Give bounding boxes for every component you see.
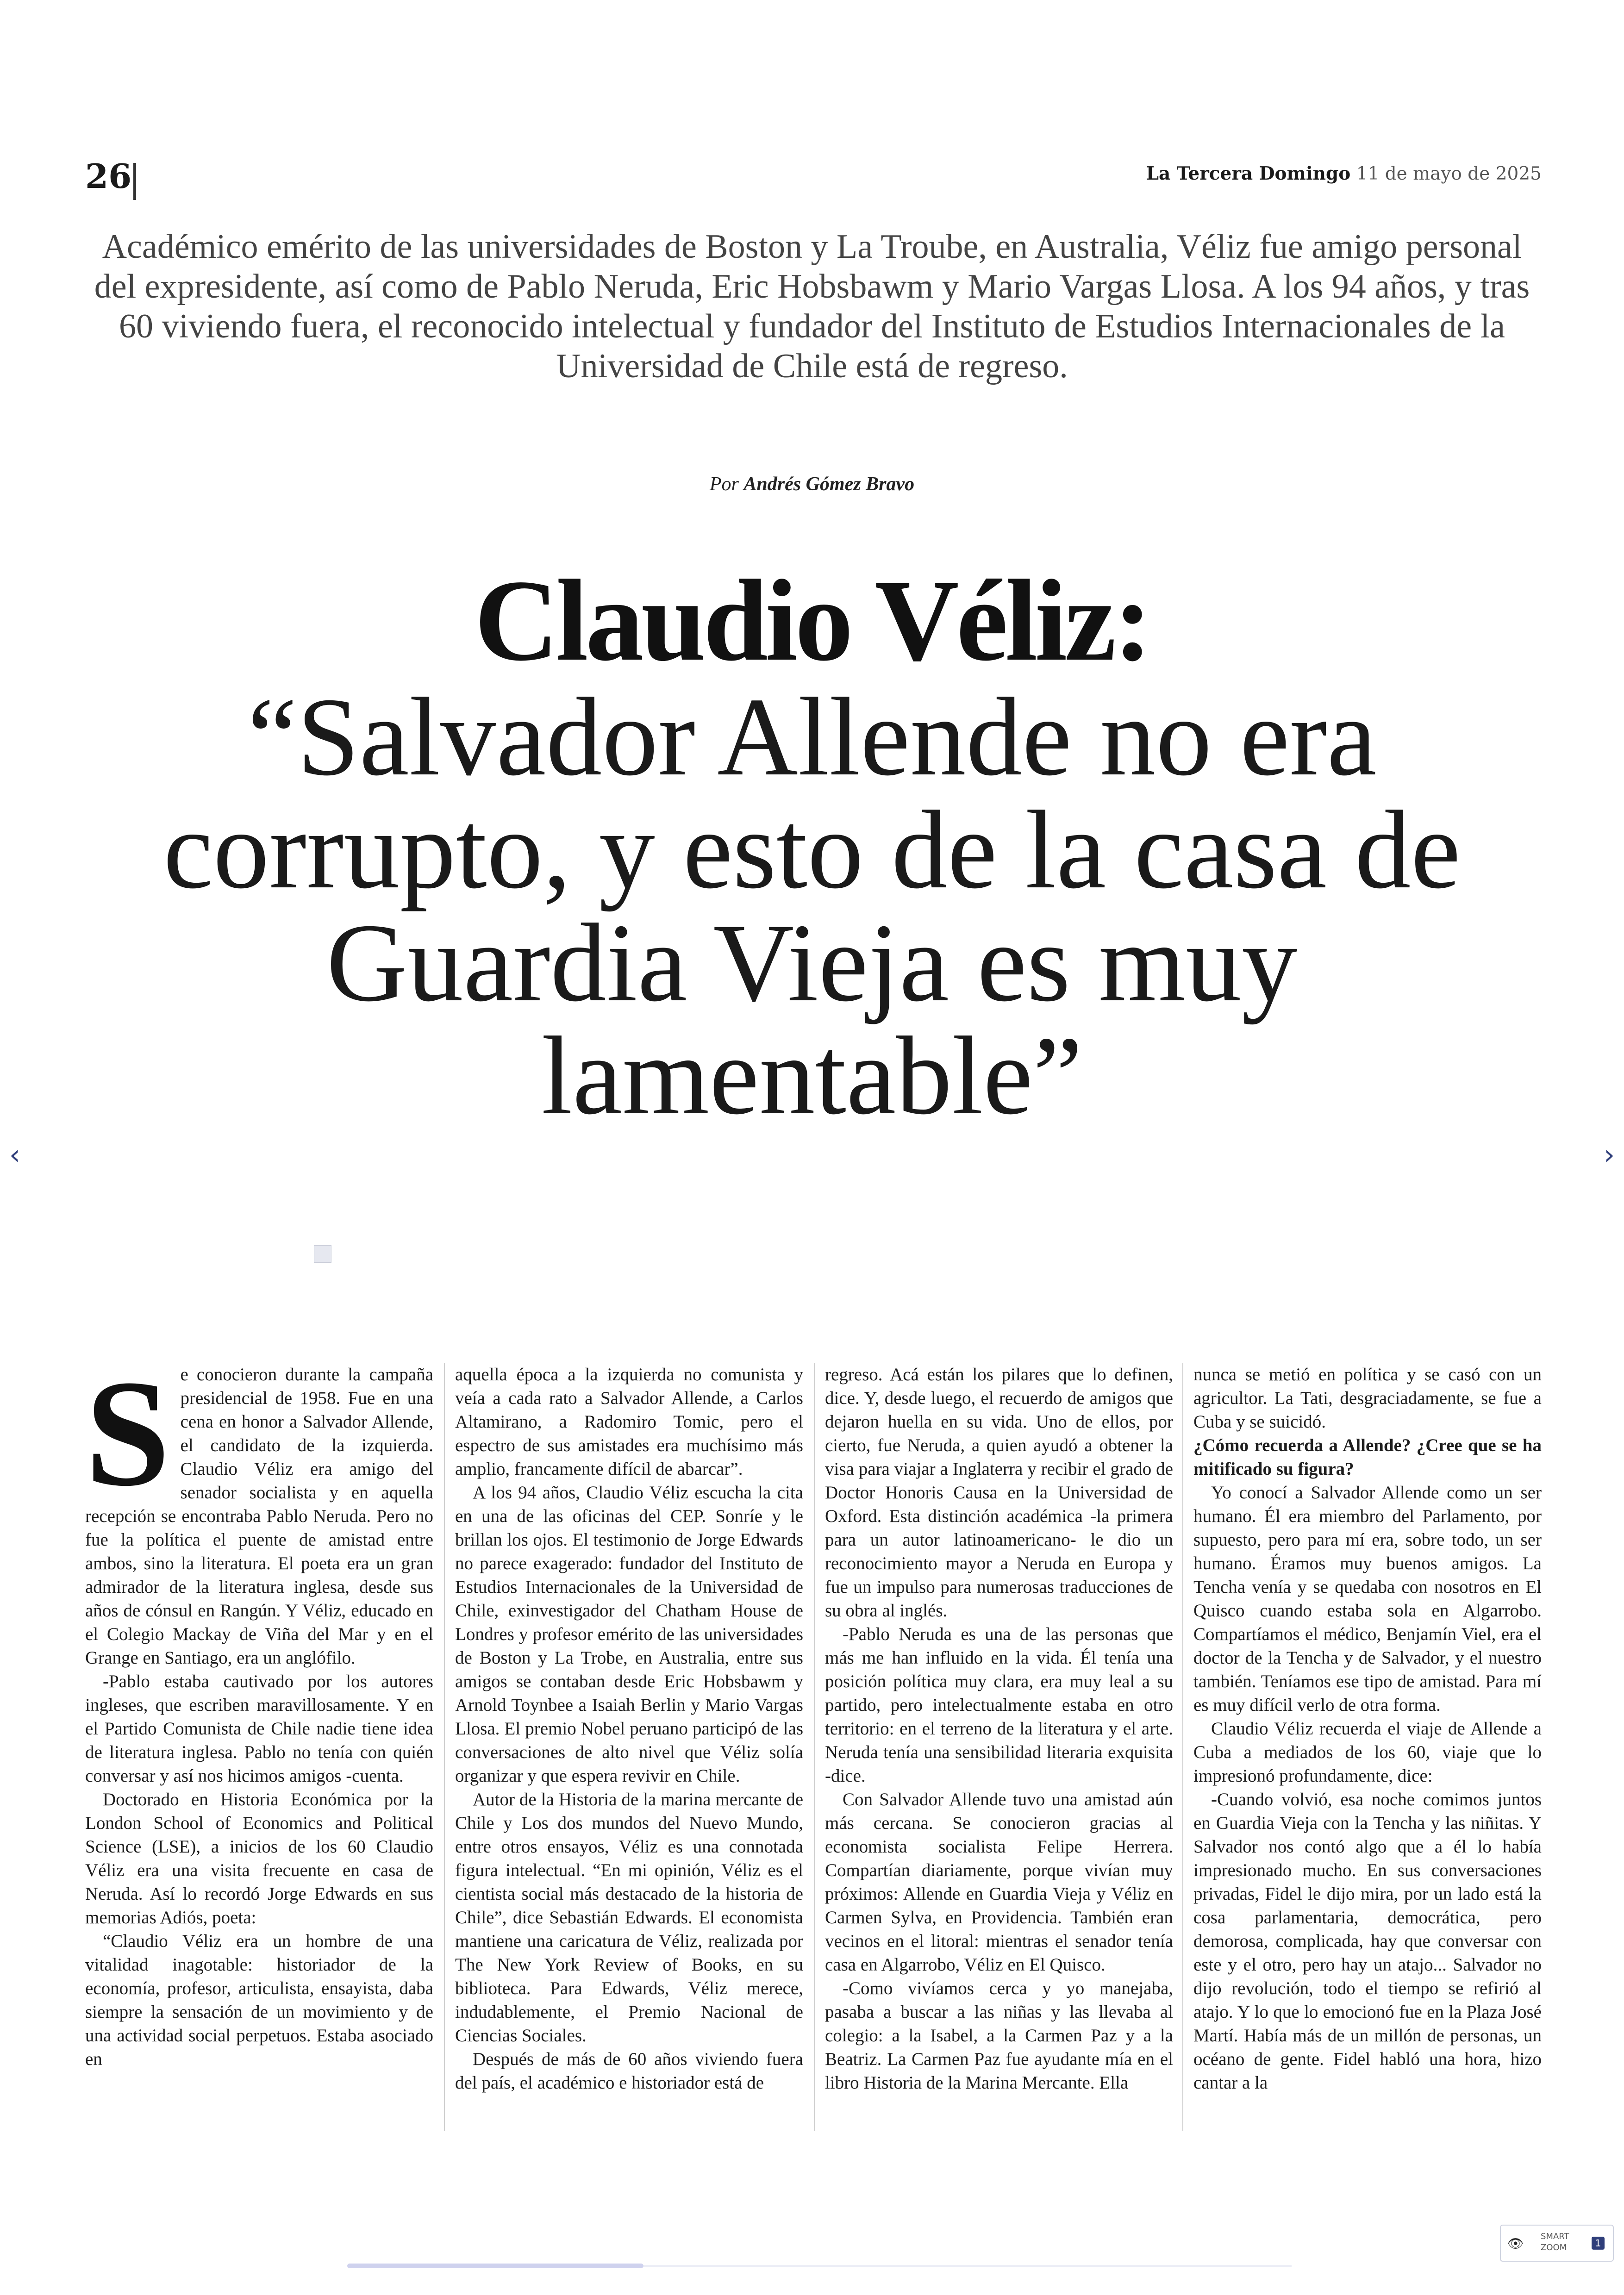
smart-zoom-label-line2: ZOOM	[1541, 2243, 1567, 2252]
image-placeholder-icon[interactable]	[314, 1245, 331, 1263]
smart-zoom-label	[1541, 2231, 1569, 2253]
next-page-icon[interactable]: ›	[1604, 1139, 1615, 1171]
headline-name: Claudio Véliz:	[474, 555, 1150, 685]
paragraph: -Pablo estaba cautivado por los autores ingleses, que escriben maravillosamente. Y en el Partido Comunista de Chile nadie tiene idea de literatura inglesa. Pablo no tenía con quién conversar y así nos hicimos amigos -cuenta.	[85, 1671, 433, 1786]
headline-quote: “Salvador Allende no era corrupto, y esto de la casa de Guardia Vieja es muy lamentable”	[163, 675, 1461, 1138]
page-number-divider	[133, 163, 136, 200]
paragraph: Autor de la Historia de la marina mercante de Chile y Los dos mundos del Nuevo Mundo, entre otros ensayos, Véliz es una connotada figura intelectual. “En mi opinión, Véliz es el cientista social más destacado de la historia de Chile”, dice Sebastián Edwards. El economista mantiene una caricatura de Véliz, realizada por The New York Review of Books, en su biblioteca. Para Edwards, Véliz merece, indudablemente, el Premio Nacional de Ciencias Sociales.	[455, 1790, 803, 2046]
eye-icon: 👁	[1507, 2236, 1524, 2251]
smart-zoom-label-line1: SMART	[1541, 2232, 1569, 2241]
byline	[0, 473, 1624, 495]
paragraph: “Claudio Véliz era un hombre de una vitalidad inagotable: historiador de la economía, profesor, articulista, ensayista, daba siempre la sensación de un movimiento y de una actividad social perpetuos. Estaba asociado en	[85, 1931, 433, 2069]
page-scroll-thumb[interactable]	[347, 2264, 643, 2268]
masthead	[1146, 163, 1542, 184]
paragraph: A los 94 años, Claudio Véliz escucha la cita en una de las oficinas del CEP. Sonríe y le brillan los ojos. El testimonio de Jorge Edwards no parece exagerado: fundador del Instituto de Estudios Internacionales de la Universidad de Chile, exinvestigador del Chatham House de Londres y profesor emérito de las universidades de Boston y La Trobe, en Australia, entre sus amigos se contaban desde Eric Hobsbawm y Arnold Toynbee a Isaiah Berlin y Mario Vargas Llosa. El premio Nobel peruano participó de las conversaciones de alto nivel que Véliz solía organizar y que espera revivir en Chile.	[455, 1483, 803, 1786]
byline-author: Andrés Gómez Bravo	[743, 474, 915, 495]
paragraph: regreso. Acá están los pilares que lo definen, dice. Y, desde luego, el recuerdo de amigos que dejaron huella en su vida. Uno de ellos, por cierto, fue Neruda, a quien ayudó a obtener la visa para viajar a Inglaterra y recibir el grado de Doctor Honoris Causa en la Universidad de Oxford. Esta distinción académica -la primera para un autor latinoamericano- le dio un reconocimiento mayor a Neruda en Europa y fue un impulso para numerosas traducciones de su obra al inglés.	[825, 1365, 1173, 1621]
column-divider	[1182, 1363, 1183, 2131]
paragraph: nunca se metió en política y se casó con un agricultor. La Tati, desgraciadamente, se fue a Cuba y se suicidó.	[1193, 1365, 1542, 1432]
article-column-2	[455, 1363, 803, 2131]
paragraph: -Como vivíamos cerca y yo manejaba, pasaba a buscar a las niñas y las llevaba al colegio: a la Isabel, a la Carmen Paz y a la Beatriz. La Carmen Paz fue ayudante mía en el libro Historia de la Marina Mercante. Ella	[825, 1978, 1173, 2093]
page-number: 26	[85, 156, 132, 196]
article-body	[85, 1349, 1542, 2131]
paragraph: Doctorado en Historia Económica por la London School of Economics and Political Science (LSE), a inicios de los 60 Claudio Véliz era una visita frecuente en casa de Neruda. Así lo recordó Jorge Edwards en sus memorias Adiós, poeta:	[85, 1790, 433, 1927]
smart-zoom-button[interactable]	[1500, 2225, 1614, 2262]
article-column-1	[85, 1349, 433, 2131]
column-divider	[444, 1363, 445, 2131]
drop-cap: S	[85, 1349, 170, 1518]
paragraph: aquella época a la izquierda no comunista y veía a cada rato a Salvador Allende, a Carlos Altamirano, a Radomiro Tomic, pero el espectro de sus amistades era muchísimo más amplio, francamente difícil de abarcar”.	[455, 1365, 803, 1479]
page-badge: 1	[1592, 2237, 1605, 2250]
article-column-4	[1193, 1363, 1542, 2131]
paragraph: Yo conocí a Salvador Allende como un ser humano. Él era miembro del Parlamento, por supuesto, pero para mí era, sobre todo, un ser humano. Éramos muy buenos amigos. La Tencha venía y se quedaba con nosotros en El Quisco cuando estaba sola en Algarrobo. Compartíamos el médico, Benjamín Viel, era el doctor de la Tencha y de Salvador, y el nuestro también. Teníamos ese tipo de amistad. Para mí es muy difícil verlo de otra forma.	[1193, 1483, 1542, 1715]
paragraph: e conocieron durante la campaña presidencial de 1958. Fue en una cena en honor a Salvador Allende, el candidato de la izquierda. Claudio Véliz era amigo del senador socialista y en aquella recepción se encontraba Pablo Neruda. Pero no fue la política el puente de amistad entre ambos, sino la literatura. El poeta era un gran admirador de la literatura inglesa, desde sus años de cónsul en Rangún. Y Véliz, educado en el Colegio Mackay de Viña del Mar y en el Grange en Santiago, era un anglófilo.	[85, 1365, 433, 1668]
previous-page-icon[interactable]: ‹	[9, 1139, 20, 1171]
article-deck: Académico emérito de las universidades de Boston y La Troube, en Australia, Véliz fue amigo personal del expresidente, así como de Pablo Neruda, Eric Hobsbawm y Mario Vargas Llosa. A los 94 años, y tras 60 viviendo fuera, el reconocido intelectual y fundador del Instituto de Estudios Internacionales de la Universidad de Chile está de regreso.	[94, 228, 1530, 385]
paragraph: -Cuando volvió, esa noche comimos juntos en Guardia Vieja con la Tencha y las niñitas. Y Salvador nos contó algo que a él lo había impresionado mucho. En sus conversaciones privadas, Fidel le dijo mira, por un lado está la cosa parlamentaria, democrática, pero demorosa, complicada, hay que conversar con este y el otro, pero hay un atajo... Salvador no dijo revolución, todo el tiempo se refirió al atajo. Y lo que lo emocionó fue en la Plaza José Martí. Había más de un millón de personas, un océano de gente. Fidel habló una hora, hizo cantar a la	[1193, 1790, 1542, 2093]
paragraph: Claudio Véliz recuerda el viaje de Allende a Cuba a mediados de los 60, viaje que lo impresionó profundamente, dice:	[1193, 1719, 1542, 1786]
paragraph: Con Salvador Allende tuvo una amistad aún más cercana. Se conocieron gracias al economista socialista Felipe Herrera. Compartían diariamente, porque vivían muy próximos: Allende en Guardia Vieja y Véliz en Carmen Sylva, en Providencia. También eran vecinos en el litoral: mientras el senador tenía casa en Algarrobo, Véliz en El Quisco.	[825, 1790, 1173, 1975]
column-divider	[814, 1363, 815, 2131]
interview-question: ¿Cómo recuerda a Allende? ¿Cree que se ha mitificado su figura?	[1193, 1435, 1542, 1479]
page-scroll-track[interactable]	[643, 2265, 1292, 2267]
article-column-3	[825, 1363, 1173, 2131]
publication-name: La Tercera Domingo	[1146, 163, 1351, 184]
byline-prefix: Por	[709, 474, 739, 495]
paragraph: -Pablo Neruda es una de las personas que más me han influido en la vida. Él tenía una posición política muy clara, era muy leal a su partido, pero intelectualmente estaba en otro territorio: en el terreno de la literatura y el arte. Neruda tenía una sensibilidad literaria exquisita -dice.	[825, 1624, 1173, 1786]
publication-date: 11 de mayo de 2025	[1356, 163, 1542, 184]
paragraph: Después de más de 60 años viviendo fuera del país, el académico e historiador está de	[455, 2049, 803, 2093]
